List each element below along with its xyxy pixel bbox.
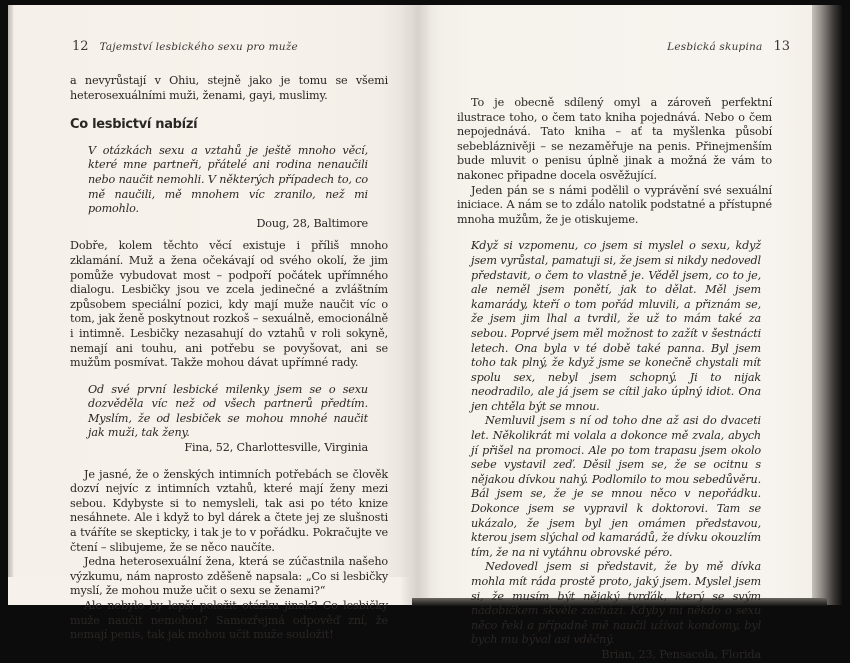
body-paragraph: Jedna heterosexuální žena, která se zúčastnila našeho výzkumu, nám naprosto zděšeně napsala: „Co si lesbičky myslí, že mohou muže učit o sexu se ženami?“ bbox=[70, 555, 388, 598]
quote-attribution: Fina, 52, Charlottesville, Virginia bbox=[184, 441, 368, 455]
left-running-title: Tajemství lesbického sexu pro muže bbox=[99, 41, 298, 53]
left-running-head bbox=[72, 39, 298, 54]
left-page-edge bbox=[8, 5, 13, 577]
opening-paragraph: a nevyrůstají v Ohiu, stejně jako je tomu se všemi heterosexuálními muži, ženami, gayi, muslimy. bbox=[70, 74, 388, 102]
right-running-title: Lesbická skupina bbox=[667, 41, 763, 53]
quote-text: Od své první lesbické milenky jsem se o sexu dozvěděla víc než od všech partnerů předtím. Myslím, že od lesbiček se mohou mnohé naučit jak muži, tak ženy. bbox=[88, 382, 368, 440]
body-paragraph: Ale nebylo by lepší položit otázku jinak? Co lesbičky muže naučit nemohou? Samozřejmá odpověď zní, že nemají penis, tak jak mohou učit muže souložit! bbox=[70, 599, 388, 642]
body-paragraph: Jeden pán se s námi podělil o vyprávění své sexuální iniciace. A nám se to zdálo natolik podstatné a přístupné mnoha mužům, že je otiskujeme. bbox=[457, 183, 772, 226]
body-paragraph: To je obecně sdílený omyl a zároveň perfektní ilustrace toho, o čem tato kniha pojednává. Nebo o čem nepojednává. Tato kniha – ať ta myšlenka působí sebebláznivěji – se nezaměřuje na penis. Přinejmenším bude mluvit o penisu úplně jinak a možná že vám to nakonec připadne docela osvěžující. bbox=[457, 96, 772, 182]
book-gutter bbox=[400, 5, 430, 605]
quote-paragraph: Nedovedl jsem si představit, že by mě dívka mohla mít ráda prostě proto, jaký jsem. Myslel jsem si, že musím být nějaký tvrďák, který se svým nádobíčkem skvěle zachází. Kdyby mi někdo o sexu něco řekl a případně mě naučil užívat kondomy, byl bych mu býval asi vděčný. bbox=[471, 560, 761, 647]
left-page-body bbox=[70, 74, 388, 643]
right-page-body bbox=[457, 96, 772, 663]
body-paragraph: Je jasné, že o ženských intimních potřebách se člověk dozví nejvíc z intimních vztahů, které mají ženy mezi sebou. Kdybyste si to nemysleli, tak asi po této knize nesáhnete. Ale i když to byl dárek a čtete jej ze slušnosti a tváříte se skepticky, i tak je to v pořádku. Pokračujte ve čtení – slibujeme, že se něco naučíte. bbox=[70, 467, 388, 554]
section-heading: Co lesbictví nabízí bbox=[70, 117, 198, 133]
quote-fina bbox=[88, 383, 368, 456]
quote-brian bbox=[471, 239, 761, 662]
right-edge-shadow bbox=[812, 5, 842, 605]
quote-paragraph: Když si vzpomenu, co jsem si myslel o sexu, když jsem vyrůstal, pamatuji si, že jsem si nikdy nedovedl představit, o čem to vlastně je. Věděl jsem, co to je, ale neměl jsem ponětí, jak to dělat. Měl jsem kamarády, kteří o tom pořád mluvili, a přiznám se, že jsem jim lhal a tvrdil, že už to mám také za sebou. Poprvé jsem měl možnost to zažít v šestnácti letech. Ona byla v té době také panna. Byl jsem toho tak plný, že když jsme se konečně chystali mít spolu sex, nebyl jsem schopný. Ji to nijak neodradilo, ale já jsem se cítil jako úplný idiot. Ona jen chtěla být se mnou. bbox=[471, 239, 761, 413]
quote-attribution: Doug, 28, Baltimore bbox=[256, 216, 368, 230]
body-paragraph: Dobře, kolem těchto věcí existuje i příliš mnoho zklamání. Muž a žena očekávají od svého okolí, že jim pomůže vybudovat most – podpoří počátek upřímného dialogu. Lesbičky jsou ve zcela jedinečné a zvláštním způsobem speciální pozici, kdy mají muže naučit víc o tom, jak ženě poskytnout rozkoš – sexuálně, emocionálně i intimně. Lesbičky nezasahují do vztahů v roli sokyně, nemají ani touhu, ani potřebu se povyšovat, ani se mužům posmívat. Takže mohou dávat upřímné rady. bbox=[70, 239, 388, 370]
left-page-number: 12 bbox=[72, 39, 89, 54]
right-running-head bbox=[667, 39, 790, 54]
quote-doug bbox=[88, 144, 368, 232]
quote-paragraph: Nemluvil jsem s ní od toho dne až asi do dvaceti let. Několikrát mi volala a dokonce mě zvala, abych jí přišel na promoci. Ale po tom trapasu jsem okolo sebe vystavil zeď. Děsil jsem se, že se ocitnu s nějakou dívkou nahý. Podlomilo to mou sebedůvěru. Bál jsem se, že je se mnou něco v nepořádku. Dokonce jsem se vypravil k doktorovi. Tam se ukázalo, že jsem byl jen omámen představou, kterou jsem slýchal od kamarádů, že dívku okouzlím tím, že na ni vytáhnu obrovské péro. bbox=[471, 414, 761, 559]
quote-text: V otázkách sexu a vztahů je ještě mnoho věcí, které mne partneři, přátelé ani rodina nenaučili nebo naučit nemohli. V některých případech to, co mě naučili, mě mnohem víc zranilo, než mi pomohlo. bbox=[88, 143, 368, 216]
right-page-number: 13 bbox=[773, 39, 790, 54]
quote-attribution: Brian, 23, Pensacola, Florida bbox=[601, 647, 761, 661]
